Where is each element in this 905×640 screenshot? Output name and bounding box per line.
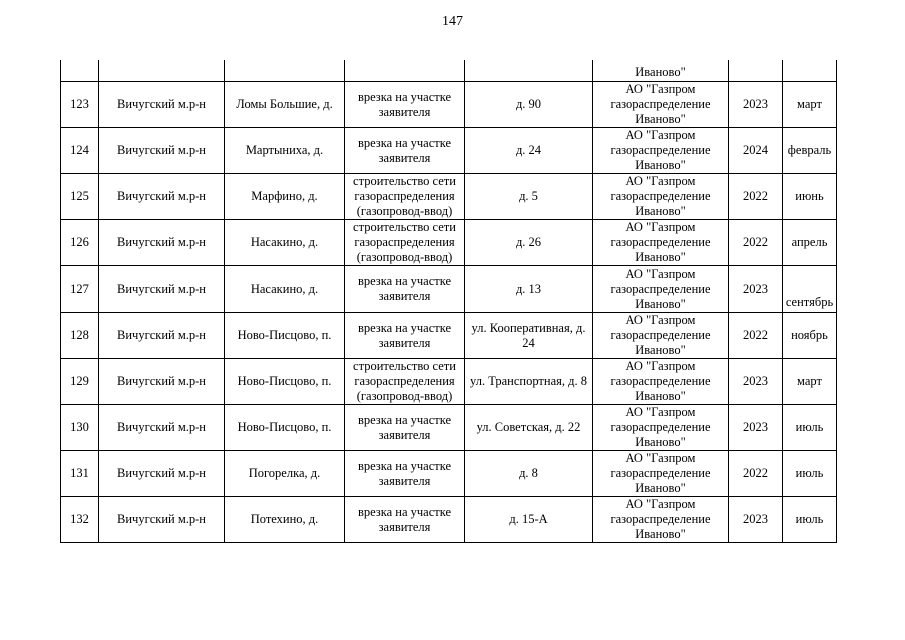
- cell-address: д. 90: [465, 82, 593, 128]
- cell-work-type: врезка на участке заявителя: [345, 313, 465, 359]
- cell-year: 2024: [729, 128, 783, 174]
- cell-locality: Насакино, д.: [225, 220, 345, 266]
- cell-address: д. 8: [465, 451, 593, 497]
- cell-operator: АО "Газпром газораспределение Иваново": [593, 220, 729, 266]
- cell-work-type: врезка на участке заявителя: [345, 82, 465, 128]
- cell-operator: АО "Газпром газораспределение Иваново": [593, 359, 729, 405]
- cell-address: д. 15-А: [465, 497, 593, 543]
- cell-num: 126: [61, 220, 99, 266]
- cell-month: июнь: [783, 174, 837, 220]
- cell-address: д. 13: [465, 266, 593, 313]
- cell-operator: Иваново": [593, 60, 729, 82]
- table-body: [61, 60, 837, 543]
- cell-num: [61, 60, 99, 82]
- cell-num: 123: [61, 82, 99, 128]
- continuation-row: [61, 60, 837, 82]
- cell-num: 132: [61, 497, 99, 543]
- table-row: [61, 174, 837, 220]
- cell-num: 130: [61, 405, 99, 451]
- cell-work-type: строительство сети газораспределения (газопровод-ввод): [345, 174, 465, 220]
- cell-district: Вичугский м.р-н: [99, 359, 225, 405]
- cell-operator: АО "Газпром газораспределение Иваново": [593, 405, 729, 451]
- cell-district: Вичугский м.р-н: [99, 82, 225, 128]
- cell-year: 2022: [729, 174, 783, 220]
- cell-year: 2022: [729, 451, 783, 497]
- cell-year: 2023: [729, 405, 783, 451]
- cell-work-type: врезка на участке заявителя: [345, 266, 465, 313]
- cell-address: д. 24: [465, 128, 593, 174]
- cell-num: 124: [61, 128, 99, 174]
- cell-address: д. 26: [465, 220, 593, 266]
- table-row: [61, 220, 837, 266]
- cell-district: Вичугский м.р-н: [99, 313, 225, 359]
- cell-month: февраль: [783, 128, 837, 174]
- cell-address: [465, 60, 593, 82]
- cell-year: 2022: [729, 220, 783, 266]
- cell-num: 127: [61, 266, 99, 313]
- cell-operator: АО "Газпром газораспределение Иваново": [593, 266, 729, 313]
- cell-month: апрель: [783, 220, 837, 266]
- cell-district: Вичугский м.р-н: [99, 128, 225, 174]
- cell-work-type: врезка на участке заявителя: [345, 497, 465, 543]
- cell-operator: АО "Газпром газораспределение Иваново": [593, 174, 729, 220]
- cell-month: [783, 60, 837, 82]
- cell-operator: АО "Газпром газораспределение Иваново": [593, 128, 729, 174]
- cell-work-type: [345, 60, 465, 82]
- cell-year: 2023: [729, 359, 783, 405]
- page-number: 147: [442, 14, 463, 29]
- cell-operator: АО "Газпром газораспределение Иваново": [593, 451, 729, 497]
- cell-work-type: строительство сети газораспределения (газопровод-ввод): [345, 220, 465, 266]
- cell-num: 128: [61, 313, 99, 359]
- table-row: [61, 266, 837, 313]
- cell-locality: Ново-Писцово, п.: [225, 359, 345, 405]
- cell-district: Вичугский м.р-н: [99, 174, 225, 220]
- cell-year: 2022: [729, 313, 783, 359]
- table-row: [61, 313, 837, 359]
- cell-work-type: врезка на участке заявителя: [345, 451, 465, 497]
- cell-district: Вичугский м.р-н: [99, 220, 225, 266]
- cell-num: 125: [61, 174, 99, 220]
- table-row: [61, 405, 837, 451]
- cell-year: [729, 60, 783, 82]
- gasification-table: [60, 60, 837, 543]
- cell-district: [99, 60, 225, 82]
- cell-month: июль: [783, 451, 837, 497]
- cell-month: сентябрь: [783, 266, 837, 313]
- table-row: [61, 497, 837, 543]
- cell-year: 2023: [729, 82, 783, 128]
- cell-district: Вичугский м.р-н: [99, 405, 225, 451]
- table-row: [61, 128, 837, 174]
- cell-work-type: строительство сети газораспределения (газопровод-ввод): [345, 359, 465, 405]
- cell-address: ул. Советская, д. 22: [465, 405, 593, 451]
- cell-locality: [225, 60, 345, 82]
- cell-locality: Марфино, д.: [225, 174, 345, 220]
- cell-locality: Ново-Писцово, п.: [225, 313, 345, 359]
- cell-locality: Насакино, д.: [225, 266, 345, 313]
- cell-operator: АО "Газпром газораспределение Иваново": [593, 497, 729, 543]
- table-row: [61, 82, 837, 128]
- cell-work-type: врезка на участке заявителя: [345, 405, 465, 451]
- cell-district: Вичугский м.р-н: [99, 266, 225, 313]
- cell-month: июль: [783, 497, 837, 543]
- cell-district: Вичугский м.р-н: [99, 451, 225, 497]
- cell-district: Вичугский м.р-н: [99, 497, 225, 543]
- cell-month: ноябрь: [783, 313, 837, 359]
- cell-locality: Погорелка, д.: [225, 451, 345, 497]
- cell-address: ул. Кооперативная, д. 24: [465, 313, 593, 359]
- cell-month: март: [783, 82, 837, 128]
- cell-locality: Ново-Писцово, п.: [225, 405, 345, 451]
- cell-operator: АО "Газпром газораспределение Иваново": [593, 82, 729, 128]
- cell-work-type: врезка на участке заявителя: [345, 128, 465, 174]
- cell-locality: Ломы Большие, д.: [225, 82, 345, 128]
- cell-year: 2023: [729, 497, 783, 543]
- table-row: [61, 359, 837, 405]
- cell-locality: Потехино, д.: [225, 497, 345, 543]
- cell-month: март: [783, 359, 837, 405]
- cell-address: д. 5: [465, 174, 593, 220]
- table-row: [61, 451, 837, 497]
- cell-address: ул. Транспортная, д. 8: [465, 359, 593, 405]
- cell-year: 2023: [729, 266, 783, 313]
- cell-locality: Мартыниха, д.: [225, 128, 345, 174]
- cell-operator: АО "Газпром газораспределение Иваново": [593, 313, 729, 359]
- cell-num: 131: [61, 451, 99, 497]
- cell-num: 129: [61, 359, 99, 405]
- cell-month: июль: [783, 405, 837, 451]
